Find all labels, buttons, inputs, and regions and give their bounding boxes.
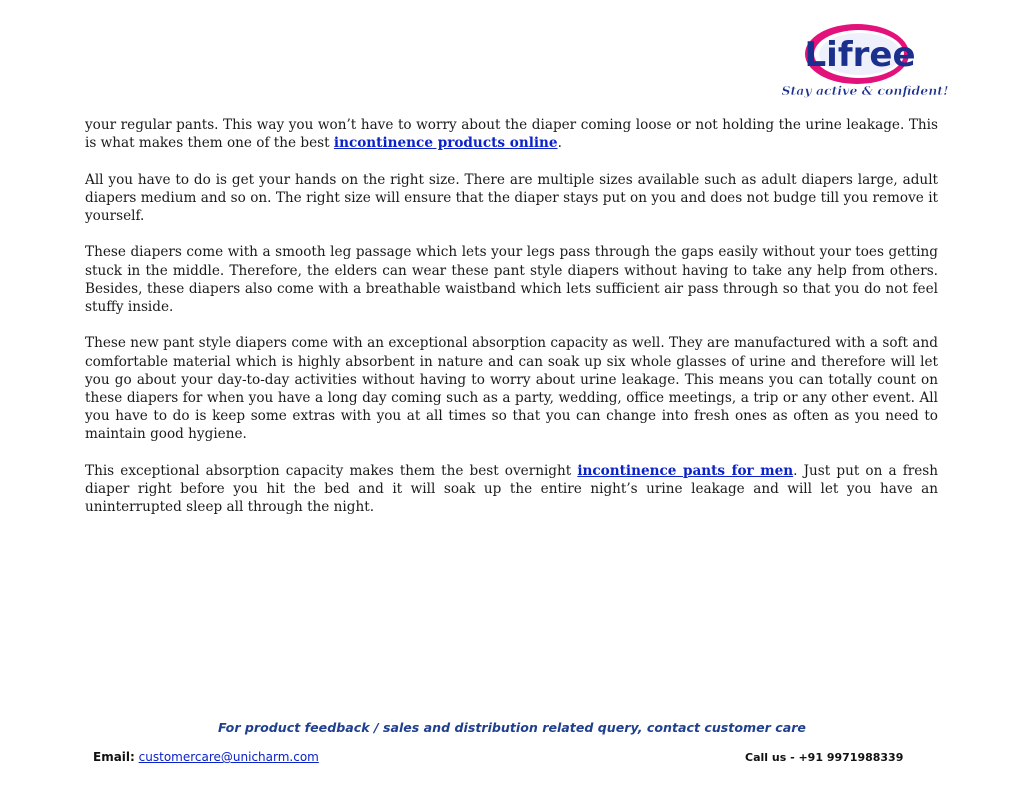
logo-tagline: Stay active & confident! [781,83,949,98]
paragraph-5: This exceptional absorption capacity makes them the best overnight incontinence pants for men. Just put on a fresh diaper right before you hit the bed and it will soak up the entire night’s urine leakage and will let you have an uninterrupted sleep all through the night. [85,462,939,516]
incontinence-pants-link[interactable]: incontinence pants for men [577,462,794,479]
footer-contact-note: For product feedback / sales and distribution related query, contact customer care [218,720,806,735]
footer-email [93,750,319,764]
lifree-logo [781,22,949,104]
paragraph-1: your regular pants. This way you won’t have to worry about the diaper coming loose or not holding the urine leakage. This is what makes them one of the best incontinence products online. [85,117,938,152]
paragraph-4: These new pant style diapers come with an exceptional absorption capacity as well. They are manufactured with a soft and comfortable material which is highly absorbent in nature and can soak up six whole glasses of urine and therefore will let you go about your day-to-day activities without having to worry about urine leakage. This means you can totally count on these diapers for when you have a long day coming such as a party, wedding, office meetings, a trip or any other event. All you have to do is keep some extras with you at all times so that you can change into fresh ones as often as you need to maintain good hygiene. [85,335,938,443]
paragraph-2: All you have to do is get your hands on the right size. There are multiple sizes available such as adult diapers large, adult diapers medium and so on. The right size will ensure that the diaper stays put on you and does not budge till you remove it yourself. [85,171,938,224]
email-label: Email: [93,750,135,764]
article-body [85,116,938,535]
footer-phone: Call us - +91 9971988339 [745,751,904,764]
email-link[interactable]: customercare@unicharm.com [138,750,319,764]
incontinence-products-link[interactable]: incontinence products online [333,135,558,152]
paragraph-3: These diapers come with a smooth leg passage which lets your legs pass through the gaps easily without your toes getting stuck in the middle. Therefore, the elders can wear these pant style diapers without having to take any help from others. Besides, these diapers also come with a breathable waistband which lets sufficient air pass through so that you do not feel stuffy inside. [85,244,938,315]
lifree-logo-graphic [781,22,949,104]
logo-wordmark: Lifree [804,35,916,75]
